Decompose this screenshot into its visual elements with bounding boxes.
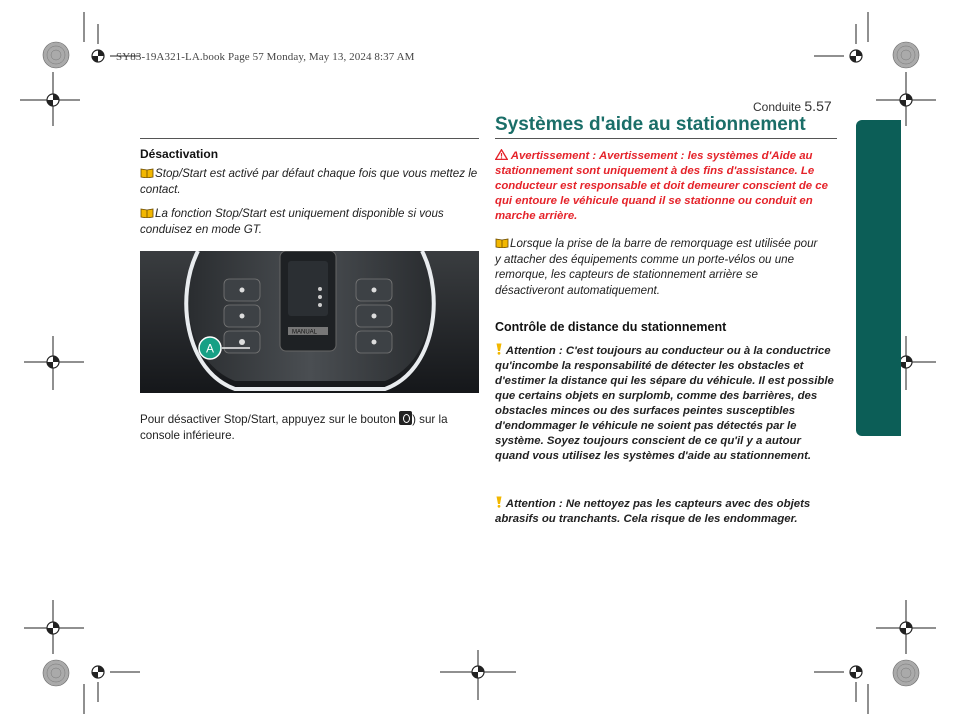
left-paragraph-1-text: Stop/Start est activé par défaut chaque fois que vous mettez le contact. bbox=[140, 167, 478, 196]
print-header: SY83-19A321-LA.book Page 57 Monday, May 13, 2024 8:37 AM bbox=[116, 51, 415, 63]
stop-start-button-icon bbox=[399, 411, 412, 425]
parking-aid-title: Systèmes d'aide au stationnement bbox=[495, 114, 806, 135]
warning-text: Avertissement : Avertissement : les systèmes d'Aide au stationnement sont uniquement à des fins d'assistance. Le conducteur est responsable et doit demeurer conscient de ce qui entoure le véhicule quand il se stationne ou conduit en marche arrière. bbox=[495, 150, 828, 222]
attention-icon bbox=[495, 496, 503, 508]
chapter-tab bbox=[856, 120, 901, 436]
attention-block-2 bbox=[495, 496, 837, 527]
warning-triangle-icon bbox=[495, 149, 508, 160]
attention-2-text: Attention : Ne nettoyez pas les capteurs avec des objets abrasifs ou tranchants. Cela risque de les endommager. bbox=[495, 498, 811, 525]
caption-text-1: Pour désactiver Stop/Start, appuyez sur le bouton bbox=[140, 413, 396, 426]
left-column-rule bbox=[140, 138, 479, 139]
deactivation-heading: Désactivation bbox=[140, 147, 219, 161]
section-label-text: Conduite bbox=[753, 100, 802, 114]
section-label-number: 5.57 bbox=[804, 98, 832, 114]
left-paragraph-1 bbox=[140, 166, 480, 197]
caption-text-2: ) sur la console inférieure. bbox=[140, 413, 448, 442]
book-icon bbox=[140, 208, 154, 218]
book-icon bbox=[495, 238, 509, 248]
left-paragraph-2-text: La fonction Stop/Start est uniquement disponible si vous conduisez en mode GT. bbox=[140, 207, 444, 236]
attention-block-1 bbox=[495, 343, 837, 464]
button-caption bbox=[140, 411, 485, 443]
console-small-label: MANUAL bbox=[292, 329, 318, 336]
section-label bbox=[753, 98, 832, 114]
left-paragraph-2 bbox=[140, 206, 480, 237]
warning-block bbox=[495, 149, 837, 224]
console-photo bbox=[140, 251, 479, 393]
attention-icon bbox=[495, 343, 503, 355]
distance-control-heading: Contrôle de distance du stationnement bbox=[495, 320, 727, 334]
right-column-rule bbox=[495, 138, 837, 139]
right-paragraph-1-text: Lorsque la prise de la barre de remorquage est utilisée pour y attacher des équipements comme un porte-vélos ou une remorque, les capteurs de stationnement arrière se désactiveront automatiquement. bbox=[495, 237, 818, 297]
attention-1-text: Attention : C'est toujours au conducteur ou à la conductrice qu'incombe la responsabilité de détecter les obstacles et d'estimer la distance qui les sépare du véhicule. Il est possible que certains objets en surplomb, comme des barrières, des obstacles minces ou des surfaces peintes susceptibles d'endommager le véhicule ne soient pas détectés par le système. Soyez toujours conscient de ce qu'il y a autour quand vous utilisez les systèmes d'aide au stationnement. bbox=[495, 345, 834, 462]
right-paragraph-1 bbox=[495, 236, 825, 298]
book-icon bbox=[140, 168, 154, 178]
callout-a-label: A bbox=[205, 341, 215, 356]
